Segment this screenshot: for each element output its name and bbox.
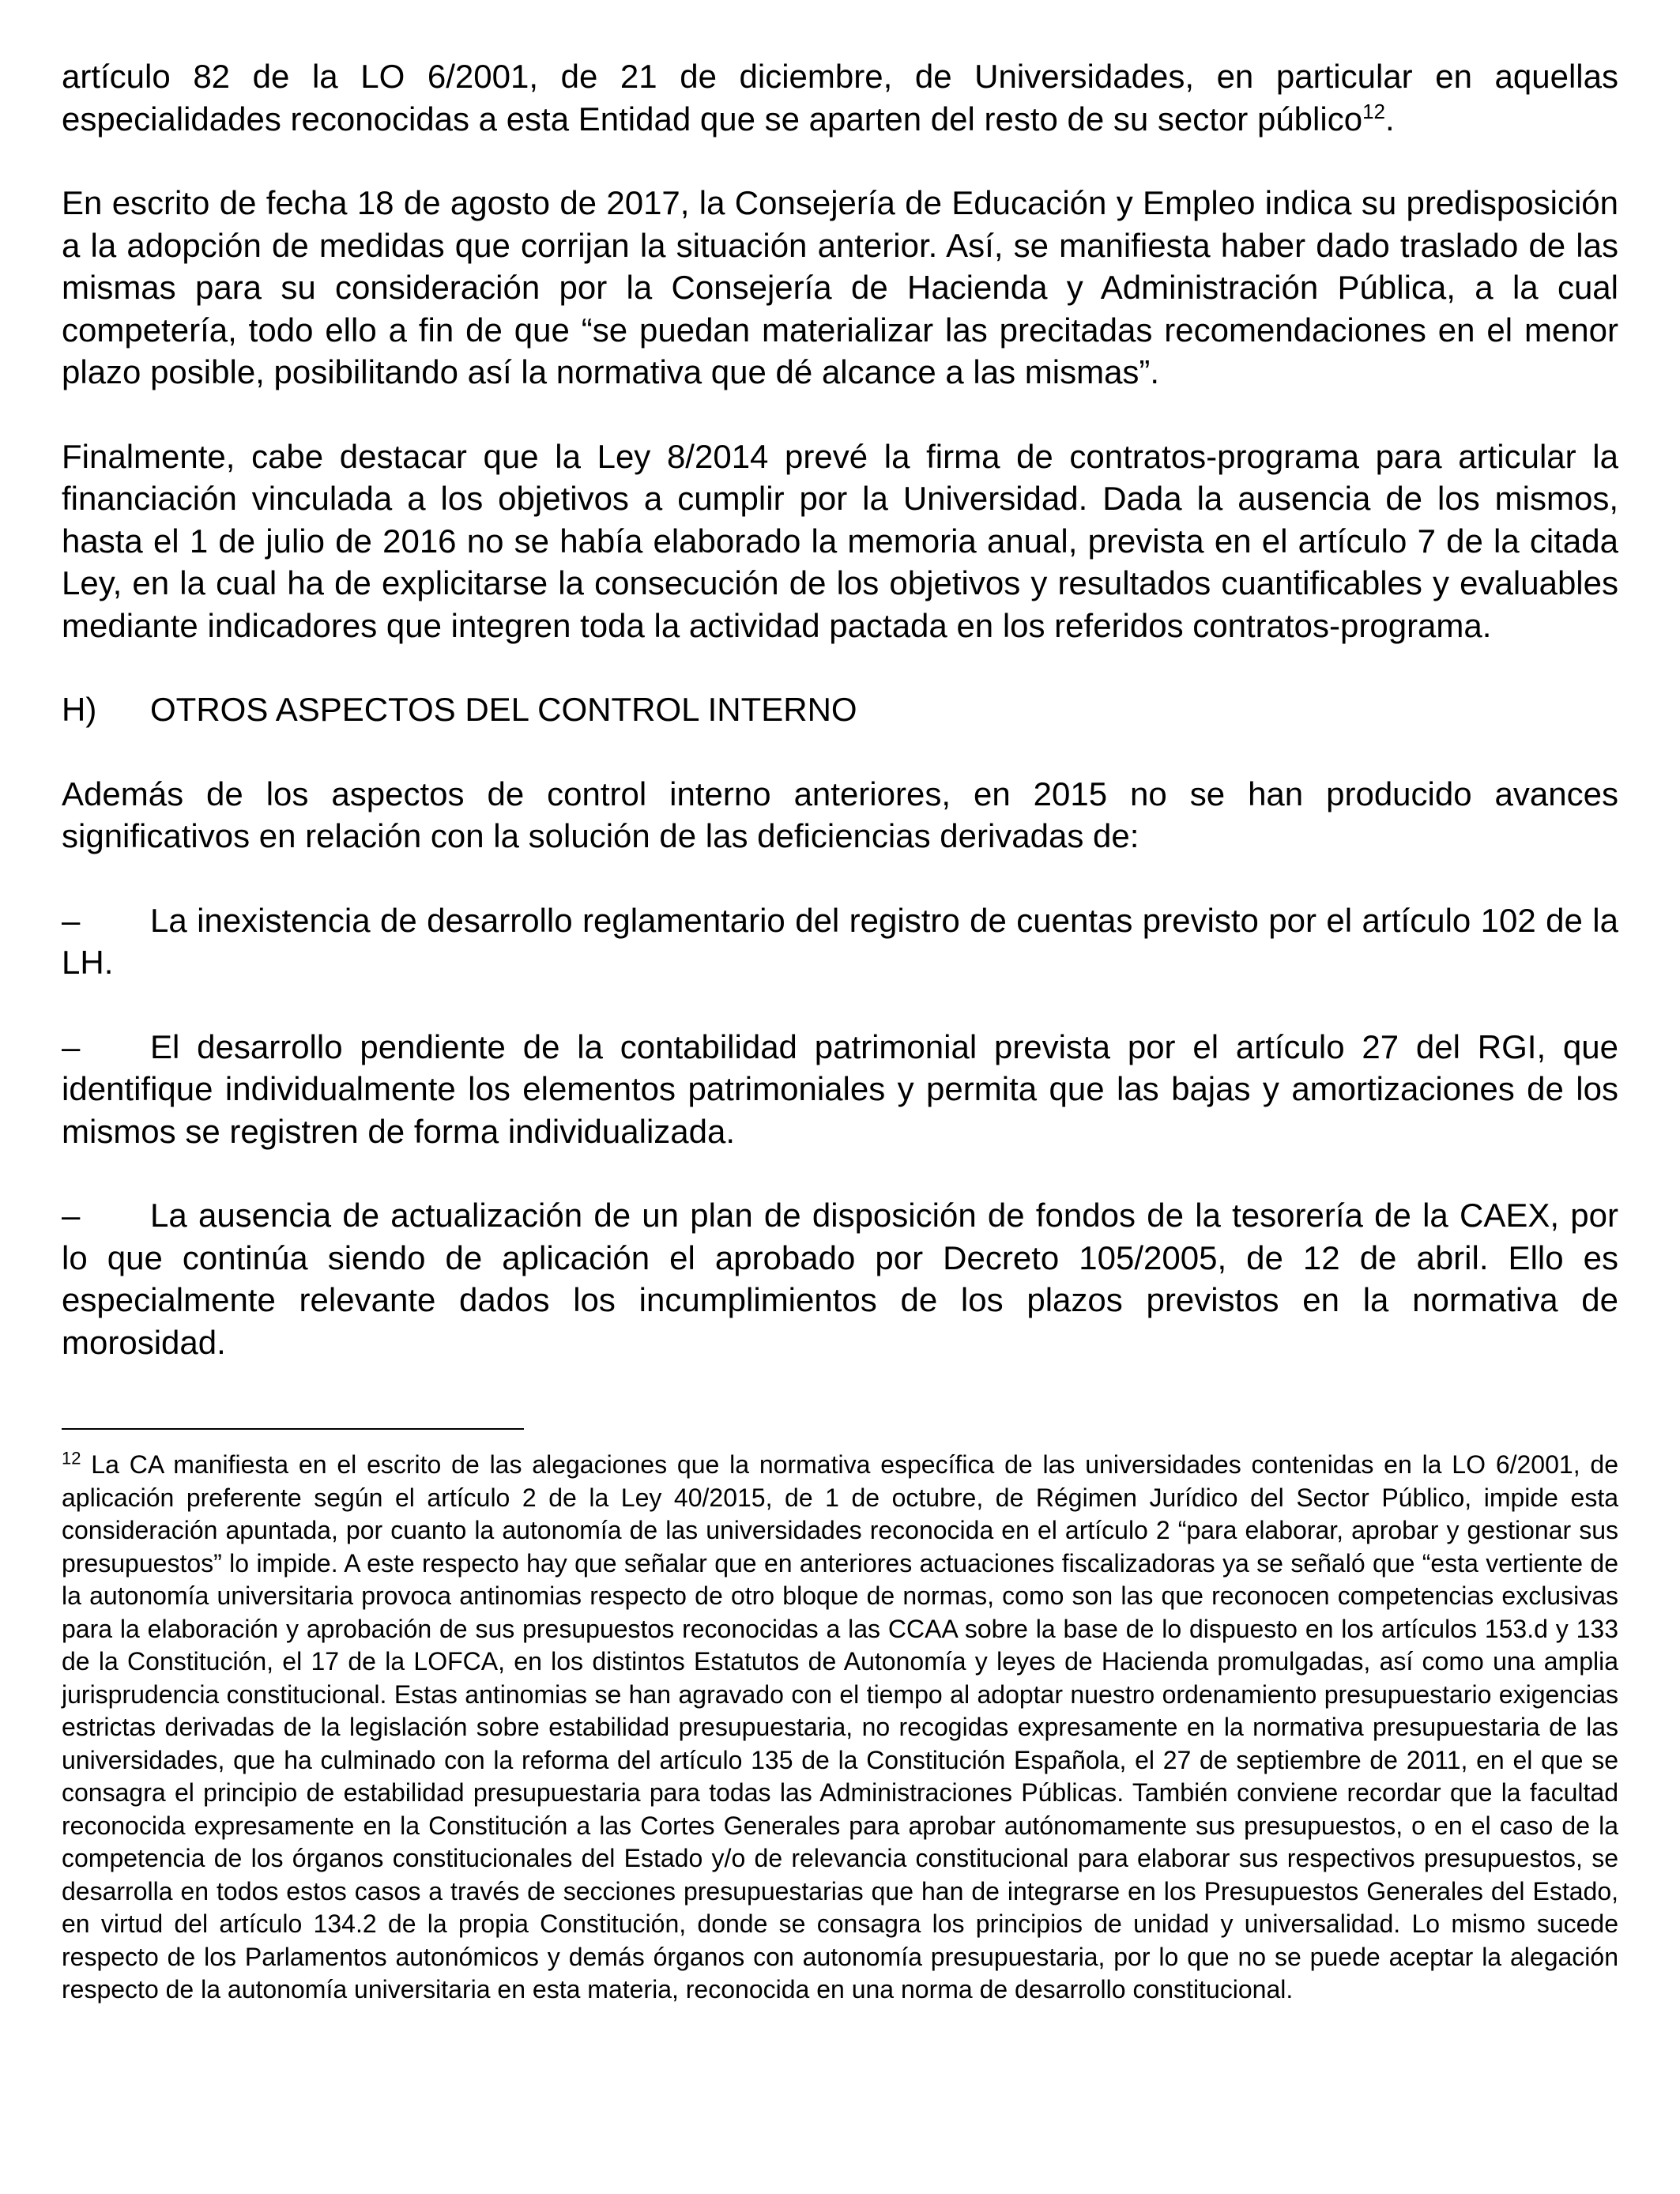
list-item-text: El desarrollo pendiente de la contabilidad patrimonial prevista por el artículo 27 del RGI, que identifique individualmente los elementos patrimoniales y permita que las bajas y amortizaciones de los mismos se registren de forma individualizada. bbox=[62, 1027, 1618, 1150]
list-item bbox=[62, 1194, 1618, 1363]
dash-icon: – bbox=[62, 1197, 81, 1234]
footnote bbox=[62, 1449, 1618, 2007]
section-title: OTROS ASPECTOS DEL CONTROL INTERNO bbox=[150, 691, 857, 728]
dash-icon: – bbox=[62, 901, 81, 939]
paragraph-2: En escrito de fecha 18 de agosto de 2017, la Consejería de Educación y Empleo indica su predisposición a la adopción de medidas que corrijan la situación anterior. Así, se manifiesta haber dado traslado de las mismas para su consideración por la Consejería de Hacienda y Administración Pública, a la cual competería, todo ello a fin de que “se puedan materializar las precitadas recomendaciones en el menor plazo posible, posibilitando así la normativa que dé alcance a las mismas”. bbox=[62, 184, 1618, 390]
paragraph-1-text: artículo 82 de la LO 6/2001, de 21 de diciembre, de Universidades, en particular en aquellas especialidades reconocidas a esta Entidad que se aparten del resto de su sector público bbox=[62, 58, 1618, 138]
footnote-number: 12 bbox=[62, 1448, 81, 1468]
list-item-text: La ausencia de actualización de un plan de disposición de fondos de la tesorería de la CAEX, por lo que continúa siendo de aplicación el aprobado por Decreto 105/2005, de 12 de abril. Ello es especialmente relevante dados los incumplimientos de los plazos previstos en la normativa de morosidad. bbox=[62, 1197, 1618, 1361]
list-item bbox=[62, 1026, 1618, 1153]
intro-paragraph: Además de los aspectos de control interno anteriores, en 2015 no se han producido avances significativos en relación con la solución de las deficiencias derivadas de: bbox=[62, 775, 1618, 854]
section-heading bbox=[62, 688, 1618, 731]
footnote-reference[interactable]: 12 bbox=[1362, 99, 1385, 123]
footnote-text: La CA manifiesta en el escrito de las alegaciones que la normativa específica de las universidades contenidas en la LO 6/2001, de aplicación preferente según el artículo 2 de la Ley 40/2015, de 1 de octubre, de Régimen Jurídico del Sector Público, impide esta consideración apuntada, por cuanto la autonomía de las universidades reconocida en el artículo 2 “para elaborar, aprobar y gestionar sus presupuestos” lo impide. A este respecto hay que señalar que en anteriores actuaciones fiscalizadoras ya se señaló que “esta vertiente de la autonomía universitaria provoca antinomias respecto de otro bloque de normas, como son las que reconocen competencias exclusivas para la elaboración y aprobación de sus presupuestos reconocidas a las CCAA sobre la base de lo dispuesto en los artículos 153.d y 133 de la Constitución, el 17 de la LOFCA, en los distintos Estatutos de Autonomía y leyes de Hacienda promulgadas, así como una amplia jurisprudencia constitucional. Estas antinomias se han agravado con el tiempo al adoptar nuestro ordenamiento presupuestario exigencias estrictas derivadas de la legislación sobre estabilidad presupuestaria, no recogidas expresamente en la normativa presupuestaria de las universidades, que ha culminado con la reforma del artículo 135 de la Constitución Española, el 27 de septiembre de 2011, en el que se consagra el principio de estabilidad presupuestaria para todas las Administraciones Públicas. También conviene recordar que la facultad reconocida expresamente en la Constitución a las Cortes Generales para aprobar autónomamente sus presupuestos, o en el caso de la competencia de los órganos constitucionales del Estado y/o de relevancia constitucional para elaborar sus respectivos presupuestos, se desarrolla en todos estos casos a través de secciones presupuestarias que han de integrarse en los Presupuestos Generales del Estado, en virtud del artículo 134.2 de la propia Constitución, donde se consagra los principios de unidad y universalidad. Lo mismo sucede respecto de los Parlamentos autonómicos y demás órganos con autonomía presupuestaria, por lo que no se puede aceptar la alegación respecto de la autonomía universitaria en esta materia, reconocida en una norma de desarrollo constitucional. bbox=[62, 1450, 1618, 2004]
section-letter: H) bbox=[62, 691, 97, 728]
document-page bbox=[62, 55, 1618, 2007]
paragraph-1-end: . bbox=[1384, 100, 1395, 138]
footnote-separator bbox=[62, 1428, 524, 1430]
list-item bbox=[62, 899, 1618, 984]
list-item-text: La inexistencia de desarrollo reglamentario del registro de cuentas previsto por el artículo 102 de la LH. bbox=[62, 901, 1618, 981]
paragraph-1 bbox=[62, 55, 1618, 140]
paragraph-3: Finalmente, cabe destacar que la Ley 8/2014 prevé la firma de contratos-programa para articular la financiación vinculada a los objetivos a cumplir por la Universidad. Dada la ausencia de los mismos, hasta el 1 de julio de 2016 no se había elaborado la memoria anual, prevista en el artículo 7 de la citada Ley, en la cual ha de explicitarse la consecución de los objetivos y resultados cuantificables y evaluables mediante indicadores que integren toda la actividad pactada en los referidos contratos-programa. bbox=[62, 437, 1618, 644]
dash-icon: – bbox=[62, 1027, 81, 1065]
